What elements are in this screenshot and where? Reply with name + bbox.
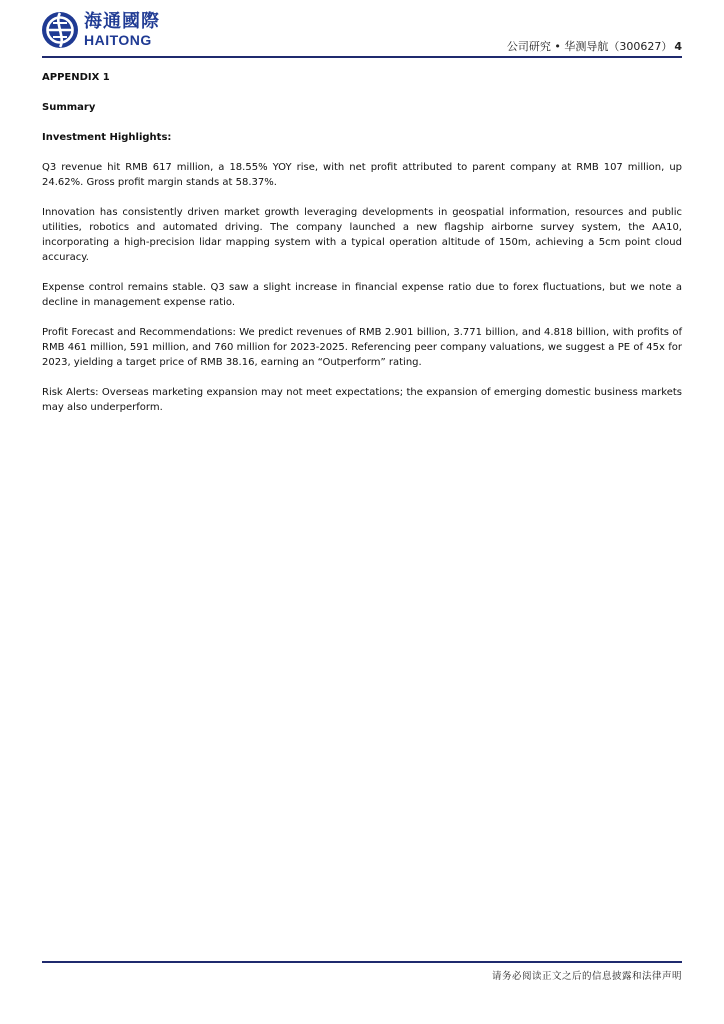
footer-disclaimer: 请务必阅读正文之后的信息披露和法律声明 — [491, 971, 682, 982]
appendix-heading: APPENDIX 1 — [42, 72, 110, 83]
paragraph-risk: Risk Alerts: Overseas marketing expansion may not meet expectations; the expansion of emerging domestic business markets may also underperform. — [42, 387, 682, 413]
header-divider — [42, 56, 682, 58]
page-number: 4 — [674, 40, 682, 53]
footer-divider — [42, 961, 682, 963]
paragraph-revenue: Q3 revenue hit RMB 617 million, a 18.55% YOY rise, with net profit attributed to parent company at RMB 107 million, up 24.62%. Gross profit margin stands at 58.37%. — [42, 162, 682, 188]
summary-heading: Summary — [42, 102, 96, 113]
logo-chinese: 海通國際 — [84, 11, 160, 32]
report-header — [507, 38, 682, 54]
paragraph-forecast: Profit Forecast and Recommendations: We predict revenues of RMB 2.901 billion, 3.771 billion, and 4.818 billion, with profits of RMB 461 million, 591 million, and 760 million for 2023-2025. Referencing peer company valuations, we suggest a PE of 45x for 2023, yielding a target price of RMB 38.16, earning an “Outperform” rating. — [42, 327, 682, 368]
report-title: 公司研究 • 华测导航（300627） — [506, 40, 673, 53]
investment-highlights-heading: Investment Highlights: — [42, 132, 172, 143]
document-body — [42, 70, 682, 430]
haitong-logo-icon — [40, 10, 80, 50]
company-logo — [40, 10, 160, 50]
logo-english: HAITONG — [84, 32, 152, 48]
paragraph-expense: Expense control remains stable. Q3 saw a slight increase in financial expense ratio due to forex fluctuations, but we note a decline in management expense ratio. — [42, 282, 682, 308]
paragraph-innovation: Innovation has consistently driven market growth leveraging developments in geospatial information, resources and public utilities, robotics and automated driving. The company launched a new flagship airborne survey system, the AA10, incorporating a high-precision lidar mapping system with a typical operation altitude of 150m, achieving a 5cm point cloud accuracy. — [42, 207, 682, 263]
logo-text — [84, 13, 160, 47]
